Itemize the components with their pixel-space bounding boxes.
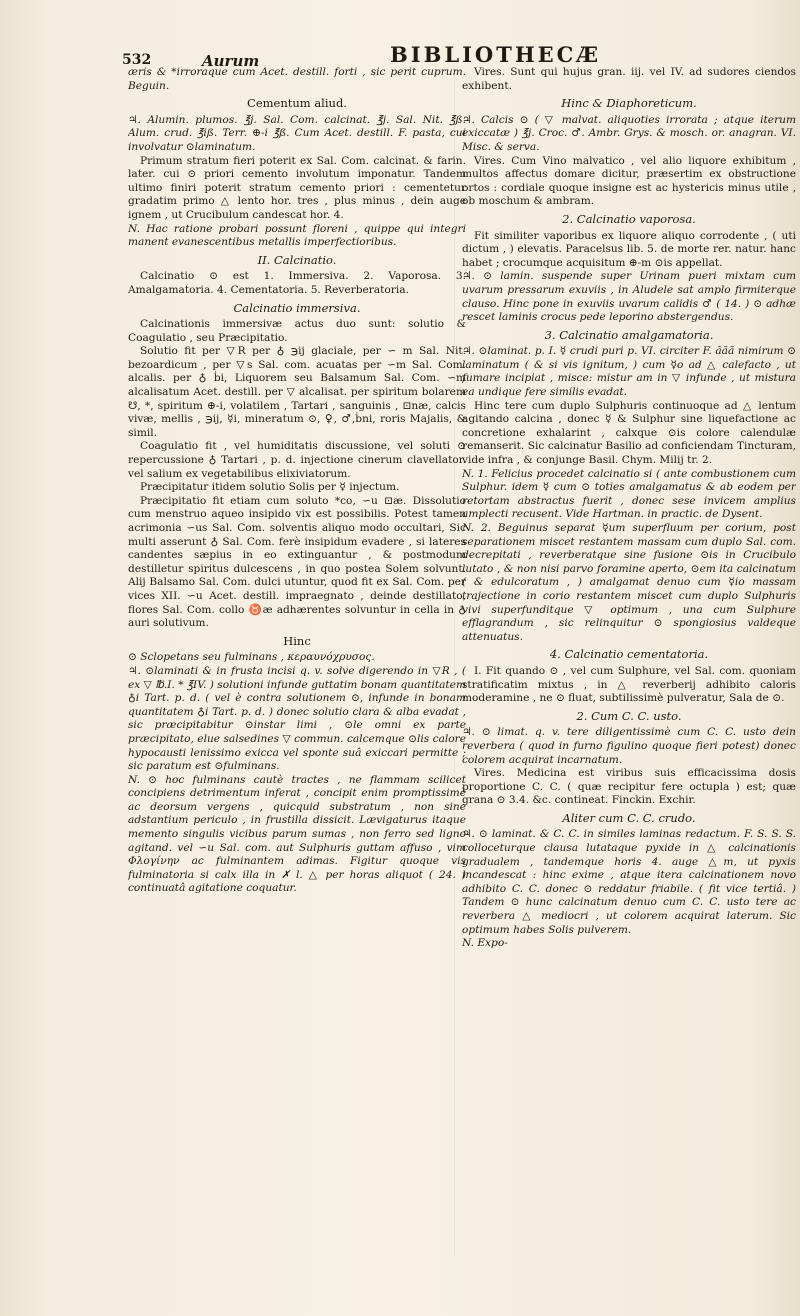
paragraph: Calcinatio ⊙ est 1. Immersiva. 2. Vaporosa. 3. Amalgamatoria. 4. Cementatoria. 5. Reverberatoria. [128,270,466,296]
section-heading: Calcinatio immersiva. [233,300,361,315]
section-heading: 4. Calcinatio cementatoria. [549,647,709,662]
paragraph: ♃. Calcis ⊙ ( ▽ malvat. aliquoties irrorata ; atque iterum exiccatæ ) ℥j. Croc. ♂. Ambr. Grys. & mosch. or. anagran. VI. Misc. & serva. [462,113,796,153]
paragraph: Hinc tere cum duplo Sulphuris continuoque ad △ lentum agitando calcina , donec ☿ & Sulphur sine liquefactione ac concretione exhalarint , calxque ⊙is colore calendulæ remanserit. Sic calcinatur Basilio ad conficiendam Tincturam, vide infra , & conjunge Basil. Chym. Milij tr. 2. [462,399,796,467]
paragraph: Primum stratum fieri poterit ex Sal. Com. calcinat. & farin. later. cui ⊙ priori cemento involutum imponatur. Tandem ultimo finiri poterit stratum cemento priori : cementetur gradatim primo △ lento hor. tres , plus minus , dein auge ignem , ut Crucibulum candescat hor. 4. [128,154,466,221]
paragraph: ♃. ⊙ laminat. & C. C. in similes laminas redactum. F. S. S. S. colloceturque clausa lutataque pyxide in △ calcinationis gradualem , tandemque horis 4. auge △m, ut pyxis incandescat : hinc exime , atque itera calcinationem novo adhibito C. C. donec ⊙ reddatur friabile. ( fit vice tertiâ. ) Tandem ⊙ hunc calcinatum denuo cum C. C. usto tere ac reverbera △ mediocri , ut colorem acquirat laterum. Sic optimum habes Solis pulverem. [462,828,796,936]
section-heading: Aliter cum C. C. crudo. [562,810,696,825]
section-heading: Hinc [283,633,311,648]
paragraph: Præcipitatio fit etiam cum soluto *co, ∽u ⊡æ. Dissolutio cum menstruo aqueo insipido vix est possibilis. Potest tamen acrimonia ∽us Sal. Com. solventis aliquo modo occultari, Sic multi asserunt ♁ Sal. Com. ferè insipidum evadere , si lateres candentes sæpius in eo extinguantur , & postmodum destilletur spiritus dulcescens , in quo postea Solem solvunt. Alij Balsamo Sal. Com. dulci utuntur, quod fit ex Sal. Com. per vices XII. ∽u Acet. destill. impraegnato , deinde destillato, flores Sal. Com. collo ♉æ adhærentes solvuntur in cella in ♁ auri solutivum. [128,494,466,630]
paragraph: ♃. ⊙laminati & in frusta incisi q. v. solve digerendo in ▽R , ( ex ▽ ℔.I. * ℥IV. ) solutioni infunde guttatim bonam quantitatem ♁i Tart. p. d. ( vel è contra solutionem ⊙, infunde in bonam quantitatem ♁i Tart. p. d. ) donec solutio clara & alba evadat , sic præcipitabitur ⊙instar limi , ⊙le omni ex parte præcipitato, elue salsedines ▽ commun. calcemque ⊙lis calore hypocausti lenissimo exicca vel sponte suâ exiccari permitte ; sic paratum est ⊙fulminans. [128,664,466,773]
paragraph: N. Hac ratione probari possunt floreni , quippe qui integri manent evanescentibus metallis imperfectioribus. [128,222,466,249]
page-number: 532 [122,52,152,68]
paragraph: Fit similiter vaporibus ex liquore aliquo corrodente , ( uti dictum , ) elevatis. Paracelsus lib. 5. de morte rer. natur. hanc habet ; crocumque acquisitum ⊕-m ⊙is appellat. [462,229,796,269]
paragraph: Vires. Cum Vino malvatico , vel alio liquore exhibitum , multos affectus domare dicitur, præsertim ex obstructione ortos : cordiale quoque insigne est ac hystericis minus utile , ob moschum & ambram. [462,154,796,208]
paragraph: N. Expo- [462,937,508,950]
section-heading: Cementum aliud. [247,96,347,111]
left-column [128,66,466,1276]
paragraph: Calcinationis immersivæ actus duo sunt: solutio & Coagulatio , seu Præcipitatio. [128,318,466,344]
paragraph: ♃. Alumin. plumos. ℥j. Sal. Com. calcinat. ℥j. Sal. Nit. ℥ß. Alum. crud. ℥iß. Terr. ⊕-i ℥ß. Cum Acet. destill. F. pasta, cui involvatur ⊙laminatum. [128,113,466,153]
paragraph: ⊙ Sclopetans seu fulminans , κεραυνόχρυσος. [128,651,375,664]
catchword: Aurum [202,52,260,70]
paragraph: Vires. Sunt qui hujus gran. iij. vel IV. ad sudores ciendos exhibent. [462,66,796,92]
paragraph: æris & *irroraque cum Acet. destill. forti , sic perit cuprum. Beguin. [128,66,466,92]
paragraph: Præcipitatur itidem solutio Solis per ☿ injectum. [140,481,400,494]
section-heading: 3. Calcinatio amalgamatoria. [544,327,714,342]
section-heading: II. Calcinatio. [257,252,337,267]
paragraph: Coagulatio fit , vel humiditatis discussione, vel soluti ⊙ repercussione ♁ Tartari , p. d. injectione cinerum clavellator. vel salium ex vegetabilibus elixiviatorum. [128,440,466,480]
running-title: BIBLIOTHECÆ [390,42,602,67]
paragraph: N. 2. Beguinus separat ☿um superfluum per corium, post separationem miscet restantem massam cum duplo Sal. com. decrepitati , reverberatque sine fusione ⊙is in Crucibulo lutato , & non nisi parvo foramine aperto, ⊙em ita calcinatum ( & edulcoratum , ) amalgamat denuo cum ☿io massam trajectione in corio restantem miscet cum duplo Sulphuris vivi superfunditque ▽ optimum , una cum Sulphure efflagrandum , sic relinquitur ⊙ spongiosius valdeque attenuatus. [462,522,796,643]
section-heading: Hinc & Diaphoreticum. [561,96,697,111]
section-heading: 2. Cum C. C. usto. [576,708,682,723]
paragraph: ♃. ⊙ lamin. suspende super Urinam pueri mixtam cum uvarum pressarum exuviis , in Aludele sat amplo firmiterque clauso. Hinc pone in exuviis uvarum calidis ♂ ( 14. ) ⊙ adhæ rescet laminis crocus pede leporino abstergendus. [462,270,796,324]
paragraph: ♃. ⊙ limat. q. v. tere diligentissimè cum C. C. usto dein reverbera ( quod in furno figulino quoque fieri potest) donec colorem acquirat incarnatum. [462,726,796,766]
paragraph: Solutio fit per ▽R per ♁ ℈ij glaciale, per ∽ m Sal. Nit. bezoardicum , per ▽s Sal. com. acuatas per ∽m Sal. Com. alcalis. per ♁ ḃi, Liquorem seu Balsamum Sal. Com. ∽m alcalisatum Acet. destill. per ▽ alcalisat. per spiritum bolarem ☋, *, spiritum ⊕-i, volatilem , Tartari , sanguinis , ⊡næ, calcis vivæ, mellis , ℈ij, ☿i, mineratum ⊙, ♀, ♂,ḃni, roris Majalis, & simil. [128,345,466,439]
paragraph: N. 1. Felicius procedet calcinatio si ( ante combustionem cum Sulphur. idem ☿ cum ⊙ toties amalgamatus & ab eodem per retortam abstractus fuerit , donec sese invicem amplius amplecti recusent. Vide Hartman. in practic. de Dysent. [462,467,796,521]
section-heading: 2. Calcinatio vaporosa. [562,211,696,226]
paragraph: Vires. Medicina est viribus suis efficacissima dosis proportione C. C. ( quæ recipitur fere octupla ) est; quæ grana ⊙ 3.4. &c. contineat. Finckin. Exchir. [462,767,796,807]
right-column [462,66,796,1276]
paragraph: ♃. ⊙laminat. p. I. ☿ crudi puri p. VI. circiter F. ããã nimirum ⊙ laminatum ( & si vis ignitum, ) cum ☿o ad △ calefacto , ut fumare incipiat , misce: mistur am in ▽ infunde , ut mistura ea undique fere similis evadat. [462,345,796,399]
paragraph: N. ⊙ hoc fulminans cautè tractes , ne flammam scilicet concipiens detrimentum inferat , concipit enim promptissimè ac deorsum vergens , quicquid substratum , non sine adstantium periculo , in frustilla dissicit. Lævigaturus itaque memento singulis vicibus parum sumas , non ferro sed ligno agitand. vel ∽u Sal. com. aut Sulphuris guttam affuso , vim Φλογίνην ac fulminantem adimas. Figitur quoque vis fulminatoria si calx illa in ✗ l. △ per horas aliquot ( 24. ) continuatâ agitatione coquatur. [128,773,466,895]
paragraph: I. Fit quando ⊙ , vel cum Sulphure, vel Sal. com. quoniam stratificatim mixtus , in △ reverberij adhibito caloris moderamine , ne ⊙ fluat, subtilissimè pulveratur, Sala de ⊙. [462,664,796,705]
